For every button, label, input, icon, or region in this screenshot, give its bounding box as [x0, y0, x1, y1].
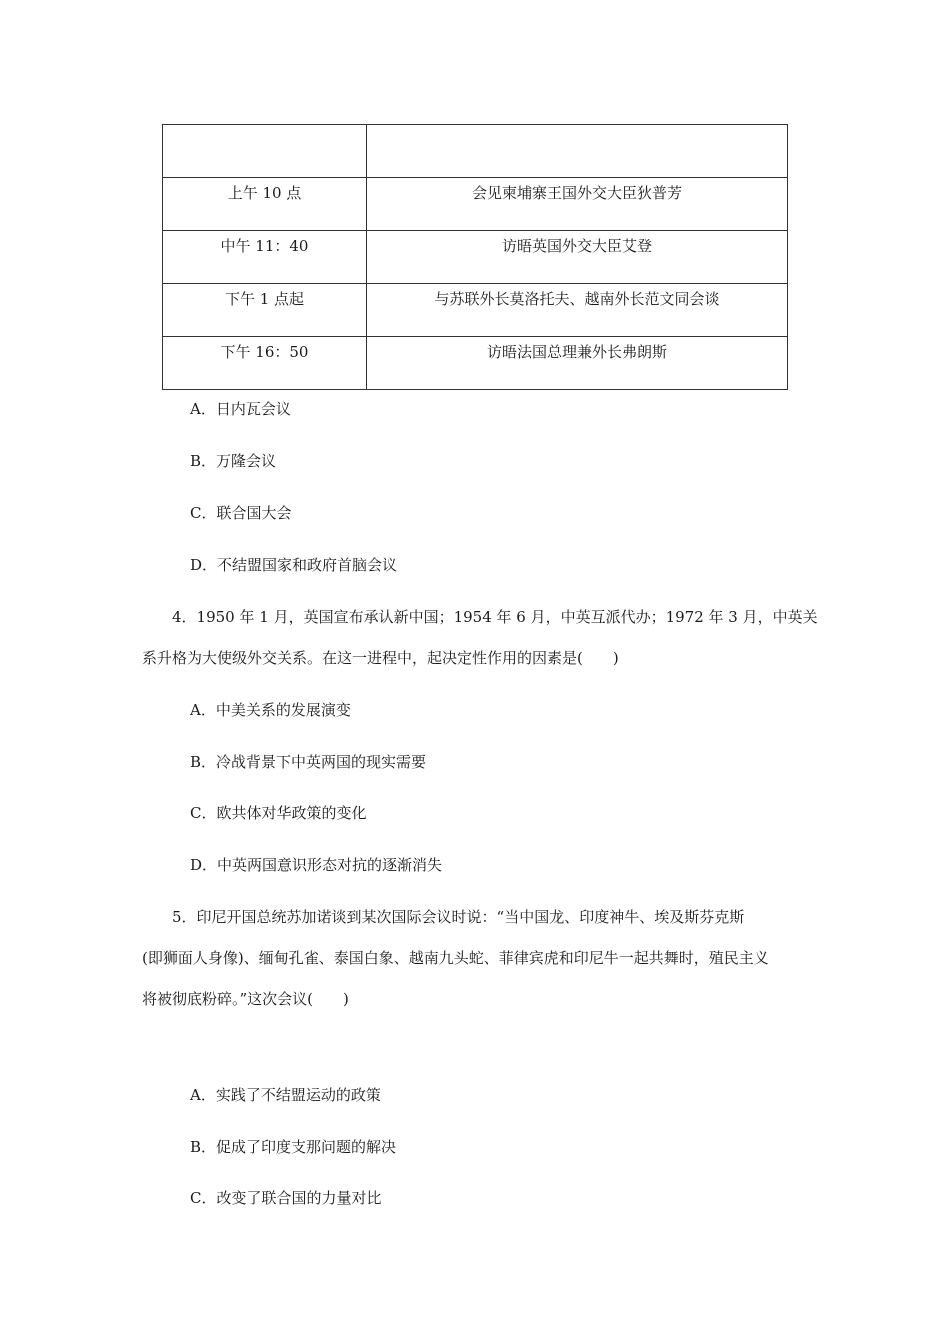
q5-stem-line3: 将被彻底粉碎。”这次会议( )	[142, 990, 349, 1008]
table-row	[163, 178, 788, 231]
q5-stem-line1: 5．印尼开国总统苏加诺谈到某次国际会议时说：“当中国龙、印度神牛、埃及斯芬克斯	[172, 908, 745, 926]
table-header-row	[163, 125, 788, 178]
table-row	[163, 337, 788, 390]
time-cell: 下午 16：50	[163, 337, 367, 390]
q4-option-c: C．欧共体对华政策的变化	[190, 804, 367, 822]
event-cell: 访晤英国外交大臣艾登	[367, 231, 788, 284]
time-cell: 下午 1 点起	[163, 284, 367, 337]
q5-option-b: B．促成了印度支那问题的解决	[190, 1138, 397, 1156]
table-header-cell	[367, 125, 788, 178]
q5-stem-line2: (即狮面人身像)、缅甸孔雀、泰国白象、越南九头蛇、菲律宾虎和印尼牛一起共舞时，殖民主义	[142, 949, 769, 967]
q4-option-d: D．中英两国意识形态对抗的逐渐消失	[190, 856, 443, 874]
q3-option-a: A．日内瓦会议	[190, 400, 291, 418]
time-cell: 中午 11：40	[163, 231, 367, 284]
q3-option-c: C．联合国大会	[190, 504, 292, 522]
q3-option-b: B．万隆会议	[190, 452, 277, 470]
event-cell: 会见柬埔寨王国外交大臣狄普芳	[367, 178, 788, 231]
table-row	[163, 284, 788, 337]
q4-option-a: A．中美关系的发展演变	[190, 701, 351, 719]
q4-option-b: B．冷战背景下中英两国的现实需要	[190, 753, 427, 771]
q3-option-d: D．不结盟国家和政府首脑会议	[190, 556, 398, 574]
schedule-table	[162, 124, 788, 390]
q4-stem-line1: 4．1950 年 1 月，英国宣布承认新中国；1954 年 6 月，中英互派代办；1972 年 3 月，中英关	[172, 608, 818, 626]
table-row	[163, 231, 788, 284]
q4-stem-line2: 系升格为大使级外交关系。在这一进程中，起决定性作用的因素是( )	[142, 649, 619, 667]
q5-option-c: C．改变了联合国的力量对比	[190, 1189, 382, 1207]
event-cell: 与苏联外长莫洛托夫、越南外长范文同会谈	[367, 284, 788, 337]
time-cell: 上午 10 点	[163, 178, 367, 231]
q5-option-a: A．实践了不结盟运动的政策	[190, 1086, 381, 1104]
event-cell: 访晤法国总理兼外长弗朗斯	[367, 337, 788, 390]
table-header-cell	[163, 125, 367, 178]
